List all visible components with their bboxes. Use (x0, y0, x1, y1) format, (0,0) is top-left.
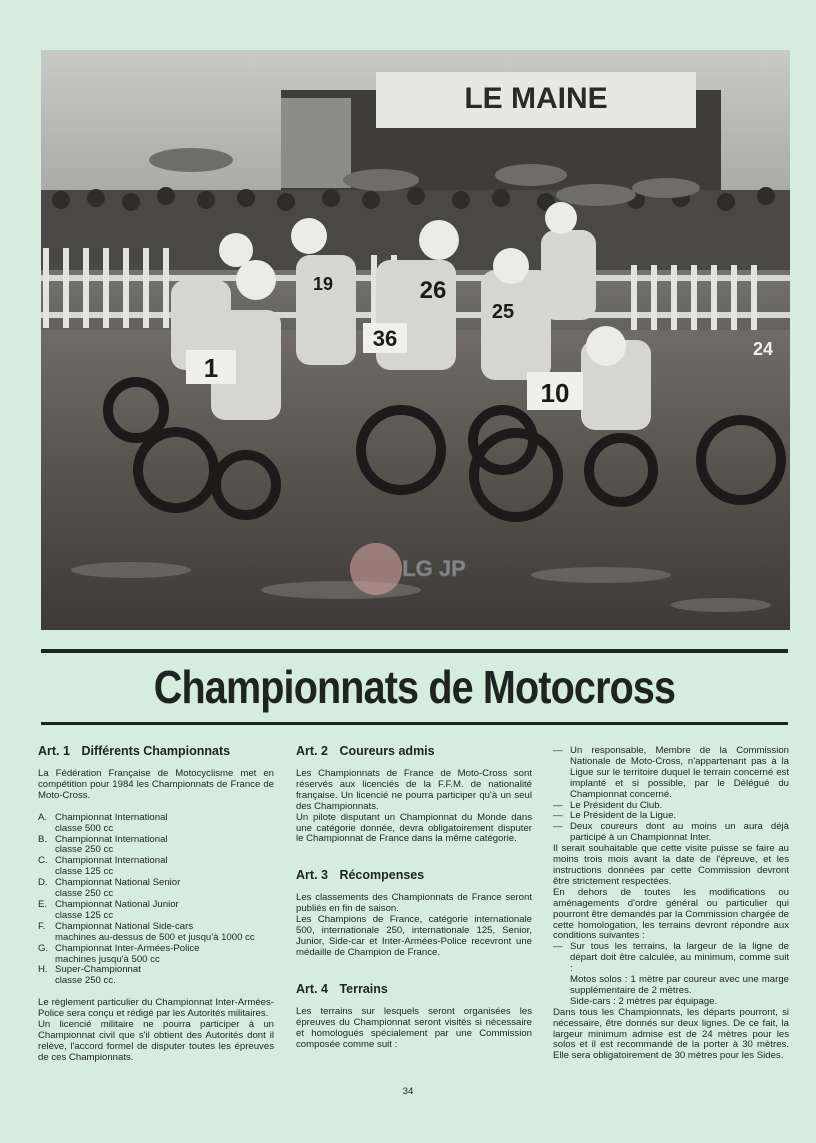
list-item: F. Championnat National Side-cars machines au-dessus de 500 et jusqu'à 1000 cc (38, 920, 255, 943)
list-item: — Le Président du Club. (553, 799, 663, 811)
list-item: B. Championnat International classe 250 cc (38, 833, 168, 856)
championship-list (38, 813, 274, 988)
col3-motos: Motos solos : 1 mètre par coureur avec une marge supplémentaire de 2 mètres. (570, 974, 789, 996)
list-item: G. Championnat Inter-Armées-Police machines jusqu'à 500 cc (38, 942, 200, 965)
article-number: Art. 3 (296, 868, 328, 883)
col3-sides: Side-cars : 2 mètres par équipage. (570, 995, 718, 1007)
art1-intro: La Fédération Française de Motocyclisme met en compétition pour 1984 les Championnats de France de Moto-Cross. (38, 768, 274, 801)
watermark-logo (346, 528, 468, 610)
article-title: Terrains (339, 981, 388, 996)
banner-text: LE MAINE (464, 82, 608, 115)
article-title: Récompenses (339, 868, 425, 883)
art1-paragraph: Le règlement particulier du Championnat Inter-Armées-Police sera conçu et rédigé par les Autorités militaires. (38, 997, 274, 1020)
watermark-text: LG JP (402, 556, 466, 581)
art4-paragraph: Les terrains sur lesquels seront organisées les épreuves du Championnat seront visités si nécessaire et homologués spécialement par une Commission composée comme suit : (296, 1005, 532, 1050)
art1-paragraph: Un licencié militaire ne pourra participer à un Championnat civil que s'il obtient des Autorités dont il relève, l'accord formel de disputer toutes les épreuves de ces Championnats. (38, 1019, 274, 1063)
bib-number: 26 (419, 277, 447, 304)
art3-paragraph: Les classements des Championnats de France seront publiés en fin de saison. (296, 892, 532, 915)
list-item: — Le Président de la Ligue. (553, 810, 677, 822)
list-item: — Un responsable, Membre de la Commission Nationale de Moto-Cross, n'appartenant pas à la Ligue sur le territoire duquel le terrain concerné est implanté et si possible, par le Délégué du Championnat concerné. (553, 745, 789, 800)
column-2 (296, 743, 532, 1050)
article-number: Art. 1 (38, 744, 70, 758)
art2-paragraph: Les Championnats de France de Moto-Cross sont réservés aux licenciés de la F.F.M. de nationalité française. Un licencié ne pourra participer qu'à un seul des Championnats. (296, 768, 532, 812)
list-item: — Deux coureurs dont au moins un aura déjà participé à un Championnat Inter. (553, 821, 789, 844)
article-number: Art. 4 (296, 981, 328, 996)
commission-list (553, 746, 789, 844)
list-item: D. Championnat National Senior classe 250 cc (38, 877, 181, 900)
column-3 (553, 746, 789, 1062)
col3-paragraph: Il serait souhaitable que cette visite puisse se faire au moins trois mois avant la date de l'épreuve, et les instructions données par cette Commission devront être strictement respectées. (553, 843, 789, 887)
article-heading (296, 743, 532, 759)
headline-rule-bottom (41, 722, 788, 725)
col3-paragraph: En dehors de toutes les modifications ou aménagements d'ordre général ou particulier qui pourront être demandés par la Commission chargée de cette homologation, les terrains devront répondre aux conditions suivantes : (553, 886, 789, 942)
list-item: E. Championnat National Junior classe 125 cc (38, 898, 179, 921)
list-item: — Sur tous les terrains, la largeur de la ligne de départ doit être calculée, au minimum, comme suit : (553, 941, 789, 975)
article-title: Différents Championnats (81, 744, 231, 758)
bib-number: 10 (540, 378, 570, 408)
page-title: Championnats de Motocross (153, 661, 676, 713)
list-item: A. Championnat International classe 500 cc (38, 811, 168, 834)
bib-number: 1 (203, 353, 219, 383)
article-heading (296, 981, 532, 997)
page-number: 34 (402, 1086, 414, 1097)
bib-number: 36 (372, 326, 398, 351)
headline-rule-top (41, 649, 788, 653)
bib-number: 25 (491, 301, 515, 323)
list-item: C. Championnat International classe 125 cc (38, 855, 168, 878)
article-heading (38, 743, 274, 759)
art3-paragraph: Les Champions de France, catégorie internationale 500, internationale 250, internationale 125, Senior, Junior, Side-car et Inter-Armées-Police recevront une médaille de Champion de France. (296, 914, 532, 958)
art2-paragraph: Un pilote disputant un Championnat du Monde dans une catégorie donnée, devra obligatoirement disputer le Championnat de France dans la même catégorie. (296, 811, 532, 845)
conditions-list (553, 942, 789, 975)
bib-number: 24 (752, 339, 774, 359)
col3-paragraph: Dans tous les Championnats, les départs pourront, si nécessaire, être donnés sur deux lignes. De ce fait, la largeur minimum admise est de 24 mètres pour les solos et il est recommandé de la porter à 30 mètres. Elle sera obligatoirement de 30 mètres pour les Sides. (553, 1006, 789, 1062)
column-1 (38, 743, 274, 1064)
article-heading (296, 867, 532, 883)
list-item: H. Super-Championnat classe 250 cc. (38, 964, 141, 987)
article-title: Coureurs admis (339, 744, 435, 758)
bib-number: 19 (312, 274, 334, 294)
article-number: Art. 2 (296, 744, 328, 758)
